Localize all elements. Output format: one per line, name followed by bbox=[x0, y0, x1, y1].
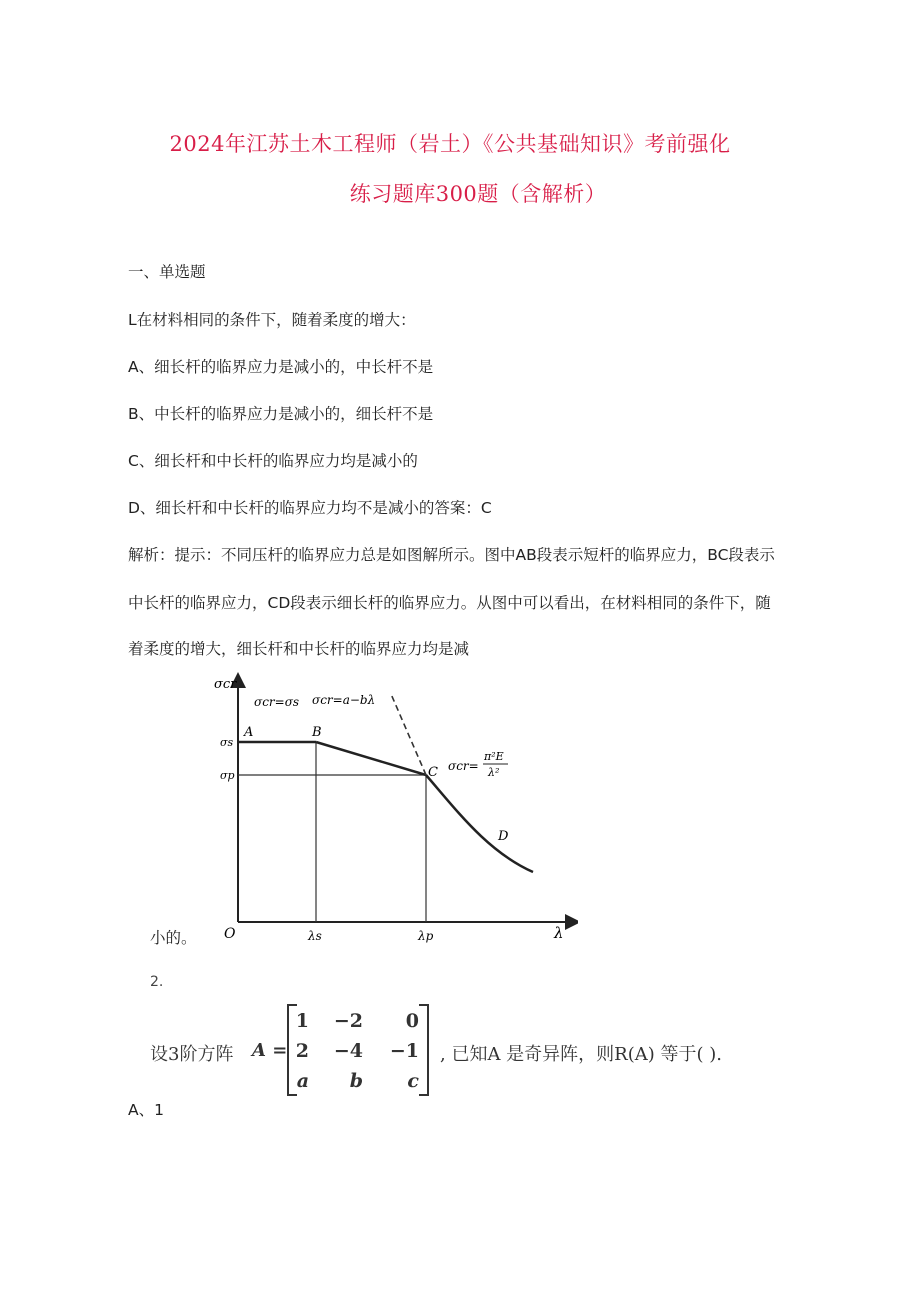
matrix-cell-3-3: c bbox=[407, 1070, 419, 1092]
lambda-p-tick: λp bbox=[418, 929, 434, 943]
option-d-with-answer: D、细长杆和中长杆的临界应力均不是减小的答案：C bbox=[128, 499, 492, 517]
q2-suffix: , 已知A 是奇异阵，则R(A) 等于( ). bbox=[440, 1044, 722, 1065]
origin-label: O bbox=[224, 926, 236, 942]
option-a: A、细长杆的临界应力是减小的，中长杆不是 bbox=[128, 358, 434, 376]
x-axis-label: λ bbox=[554, 924, 564, 942]
matrix-cell-2-1: 2 bbox=[295, 1040, 309, 1062]
section-heading: 一、单选题 bbox=[128, 263, 206, 281]
matrix-cell-1-1: 1 bbox=[295, 1010, 309, 1032]
matrix-cell-3-2: b bbox=[349, 1070, 363, 1092]
document-title-line1: 2024年江苏土木工程师（岩土）《公共基础知识》考前强化 bbox=[169, 132, 731, 156]
analysis-line-1: 解析：提示：不同压杆的临界应力总是如图解所示。图中AB段表示短杆的临界应力，BC段表示 bbox=[128, 546, 775, 564]
matrix-right-bracket bbox=[419, 1004, 429, 1096]
question-2-stem bbox=[150, 1004, 850, 1096]
matrix-cell-2-3: −1 bbox=[389, 1040, 419, 1062]
segment-bc bbox=[316, 742, 426, 775]
lambda-s-tick: λs bbox=[308, 929, 322, 943]
option-c: C、细长杆和中长杆的临界应力均是减小的 bbox=[128, 452, 418, 470]
formula-ab: σcr=σs bbox=[254, 695, 300, 709]
matrix-cell-1-2: −2 bbox=[333, 1010, 363, 1032]
question-1-stem: L在材料相同的条件下，随着柔度的增大： bbox=[128, 311, 416, 329]
analysis-line-3: 着柔度的增大，细长杆和中长杆的临界应力均是减 bbox=[128, 640, 470, 658]
sigma-p-tick: σp bbox=[220, 769, 235, 782]
euler-dashed-extension bbox=[391, 694, 426, 775]
formula-cd-left: σcr= bbox=[448, 759, 479, 773]
point-b-label: B bbox=[312, 725, 322, 740]
matrix-label: A = bbox=[252, 1040, 288, 1061]
question-2-number: 2. bbox=[150, 974, 164, 990]
point-d-label: D bbox=[498, 829, 509, 844]
formula-bc: σcr=a−bλ bbox=[312, 693, 376, 707]
matrix-a bbox=[287, 1004, 429, 1094]
matrix-cell-2-2: −4 bbox=[333, 1040, 363, 1062]
point-c-label: C bbox=[428, 765, 438, 780]
formula-cd-numerator: π²E bbox=[484, 750, 504, 763]
formula-cd-denominator: λ² bbox=[488, 766, 500, 779]
q2-prefix: 设3阶方阵 bbox=[150, 1044, 234, 1065]
critical-stress-diagram bbox=[208, 672, 578, 944]
sigma-s-tick: σs bbox=[220, 736, 234, 749]
option-b: B、中长杆的临界应力是减小的，细长杆不是 bbox=[128, 405, 434, 423]
document-title-line2: 练习题库300题（含解析） bbox=[349, 182, 607, 206]
analysis-line-2: 中长杆的临界应力，CD段表示细长杆的临界应力。从图中可以看出，在材料相同的条件下，随 bbox=[128, 594, 771, 612]
y-axis-label: σcr bbox=[214, 677, 237, 692]
q2-option-a: A、1 bbox=[128, 1101, 164, 1119]
point-a-label: A bbox=[244, 725, 254, 740]
euler-curve-cd bbox=[426, 775, 533, 872]
matrix-cell-1-3: 0 bbox=[405, 1010, 419, 1032]
matrix-cell-3-1: a bbox=[296, 1070, 309, 1092]
analysis-tail: 小的。 bbox=[150, 929, 197, 947]
